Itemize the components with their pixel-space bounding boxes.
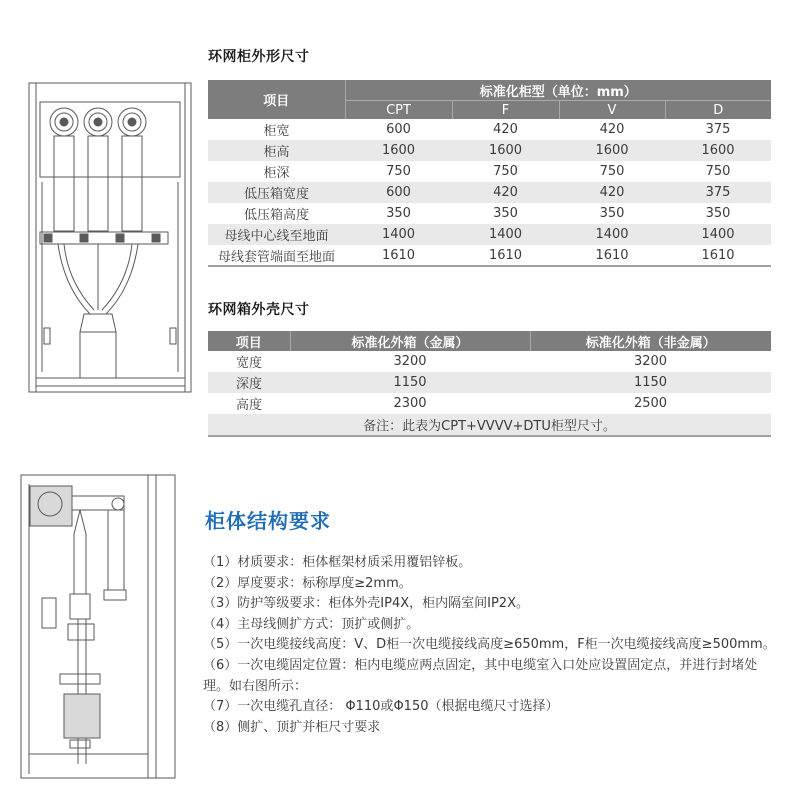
cell-value: 750 [559, 161, 665, 182]
table-row [208, 182, 771, 203]
cell-value: 1610 [345, 245, 452, 266]
list-item: （1）材质要求：柜体框架材质采用覆铝锌板。 [203, 555, 472, 570]
cell-value: 420 [452, 119, 559, 140]
cell-value: 1150 [290, 372, 530, 393]
list-item: （5）一次电缆接线高度：V、D柜一次电缆接线高度≥650mm，F柜一次电缆接线高度≥500mm。 [203, 637, 776, 653]
table-row [208, 119, 771, 140]
cell-value: 420 [452, 182, 559, 203]
table-row [208, 140, 771, 161]
cell-value: 2500 [530, 393, 771, 414]
row-label: 深度 [208, 372, 290, 393]
row-label: 低压箱宽度 [208, 182, 345, 203]
table-row [208, 245, 771, 266]
cell-value: 750 [665, 161, 771, 182]
cell-value: 1600 [452, 140, 559, 161]
cell-value: 1400 [665, 224, 771, 245]
cell-value: 350 [452, 203, 559, 224]
cell-value: 1400 [345, 224, 452, 245]
cell-value: 600 [345, 182, 452, 203]
table-note-row [208, 414, 771, 436]
cell-value: 350 [665, 203, 771, 224]
cell-value: 2300 [290, 393, 530, 414]
table-row [208, 351, 771, 372]
cabinet-front-drawing [28, 82, 193, 394]
row-label: 低压箱高度 [208, 203, 345, 224]
list-item: （2）厚度要求：标称厚度≥2mm。 [203, 575, 412, 591]
cell-value: 3200 [290, 351, 530, 372]
row-label: 高度 [208, 393, 290, 414]
column-header: D [665, 101, 771, 120]
table1-title: 环网柜外形尺寸 [208, 49, 310, 65]
list-item: （6）一次电缆固定位置：柜内电缆应两点固定，其中电缆室入口处应设置固定点，并进行封堵处理。如右图所示： [203, 657, 758, 694]
cell-value: 3200 [530, 351, 771, 372]
item-header: 项目 [208, 80, 345, 119]
cell-value: 600 [345, 119, 452, 140]
cell-value: 750 [452, 161, 559, 182]
column-header: F [452, 101, 559, 120]
row-label: 母线套管端面至地面 [208, 245, 345, 266]
cell-value: 1150 [530, 372, 771, 393]
table-row [208, 161, 771, 182]
cell-value: 1400 [559, 224, 665, 245]
item-header: 项目 [208, 331, 290, 351]
cabinet-dimensions-table [208, 80, 771, 267]
row-label: 柜高 [208, 140, 345, 161]
cell-value: 420 [559, 182, 665, 203]
cell-value: 350 [345, 203, 452, 224]
cell-value: 750 [345, 161, 452, 182]
group-header: 标准化柜型（单位：mm） [345, 80, 771, 101]
list-item: （7）一次电缆孔直径： Φ110或Φ150（根据电缆尺寸选择） [203, 699, 559, 715]
cell-value: 375 [665, 119, 771, 140]
column-header: CPT [345, 101, 452, 120]
list-item: （4）主母线侧扩方式：顶扩或侧扩。 [203, 616, 420, 632]
cell-value: 375 [665, 182, 771, 203]
table-row [208, 393, 771, 414]
column-header: V [559, 101, 665, 120]
structure-requirements-list [203, 553, 778, 738]
cell-value: 1600 [345, 140, 452, 161]
list-item: （8）侧扩、顶扩并柜尺寸要求 [203, 719, 381, 735]
row-label: 宽度 [208, 351, 290, 372]
cabinet-side-drawing [20, 474, 178, 780]
cell-value: 420 [559, 119, 665, 140]
row-label: 柜深 [208, 161, 345, 182]
cell-value: 1400 [452, 224, 559, 245]
cell-value: 1610 [452, 245, 559, 266]
list-item: （3）防护等级要求：柜体外壳IP4X，柜内隔室间IP2X。 [203, 596, 529, 612]
cell-value: 1600 [559, 140, 665, 161]
structure-title: 柜体结构要求 [205, 509, 331, 533]
cell-value: 1610 [559, 245, 665, 266]
enclosure-dimensions-table [208, 331, 771, 437]
row-label: 柜宽 [208, 119, 345, 140]
column-header: 标准化外箱（非金属） [530, 331, 771, 351]
table2-title: 环网箱外壳尺寸 [208, 302, 310, 318]
table-row [208, 372, 771, 393]
cell-value: 350 [559, 203, 665, 224]
row-label: 母线中心线至地面 [208, 224, 345, 245]
cell-value: 1600 [665, 140, 771, 161]
column-header: 标准化外箱（金属） [290, 331, 530, 351]
table-row [208, 224, 771, 245]
table-row [208, 203, 771, 224]
cell-value: 1610 [665, 245, 771, 266]
table-note: 备注：此表为CPT+VVVV+DTU柜型尺寸。 [208, 414, 771, 436]
